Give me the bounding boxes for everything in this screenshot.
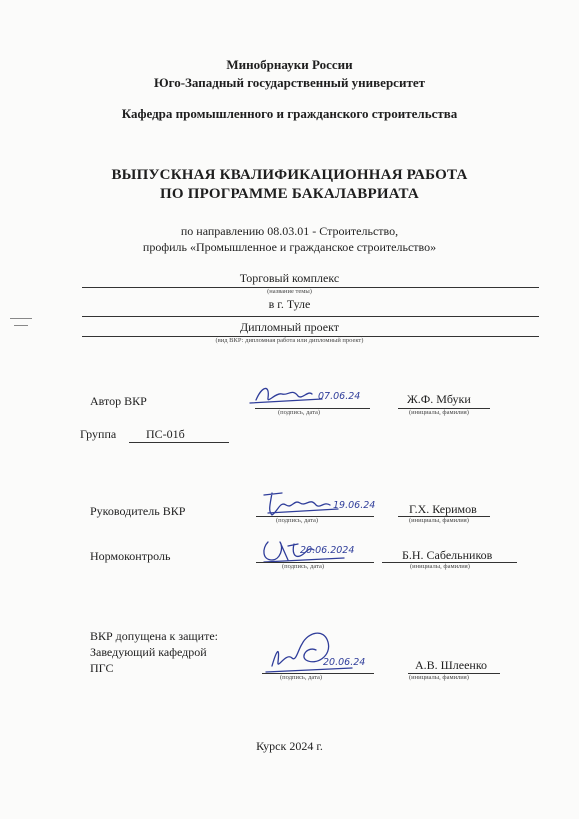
normcontrol-label: Нормоконтроль (90, 549, 171, 563)
group-value: ПС-01б (146, 427, 185, 441)
admission-line3: ПГС (90, 661, 114, 675)
city-year: Курск 2024 г. (256, 739, 323, 753)
direction-line1: по направлению 08.03.01 - Строительство, (180, 224, 399, 238)
normcontrol-name: Б.Н. Сабельников (402, 548, 493, 562)
department-name: Кафедра промышленного и гражданского строительства (121, 106, 458, 121)
topic-value-line2: в г. Туле (268, 297, 311, 311)
head-signature-date: 20.06.24 (323, 657, 366, 668)
work-title-line2: ПО ПРОГРАММЕ БАКАЛАВРИАТА (160, 186, 419, 202)
head-name-caption: (инициалы, фамилия) (409, 674, 469, 681)
scan-mark (10, 318, 32, 319)
group-underline (129, 442, 229, 443)
author-signature-caption: (подпись, дата) (278, 409, 321, 416)
work-type-value: Дипломный проект (239, 320, 340, 334)
direction-line2: профиль «Промышленное и гражданское строительство» (142, 240, 437, 254)
work-type-caption: (вид ВКР: дипломная работа или дипломный проект) (215, 337, 364, 344)
work-title-line1: ВЫПУСКНАЯ КВАЛИФИКАЦИОННАЯ РАБОТА (111, 167, 468, 183)
supervisor-label: Руководитель ВКР (90, 504, 186, 518)
topic-value-line1: Торговый комплекс (239, 271, 340, 285)
supervisor-name-caption: (инициалы, фамилия) (409, 517, 469, 524)
admission-line1: ВКР допущена к защите: (90, 629, 218, 643)
normcontrol-signature-date: 20.06.2024 (300, 545, 355, 556)
group-label: Группа (80, 427, 117, 441)
author-label: Автор ВКР (90, 394, 147, 408)
normcontrol-name-caption: (инициалы, фамилия) (410, 563, 470, 570)
head-signature (262, 622, 372, 680)
author-signature-date: 07.06.24 (318, 391, 361, 402)
normcontrol-signature-caption: (подпись, дата) (282, 563, 325, 570)
author-name: Ж.Ф. Мбуки (407, 392, 471, 406)
ministry-name: Минобрнауки России (226, 57, 353, 72)
supervisor-signature-caption: (подпись, дата) (276, 517, 319, 524)
head-signature-caption: (подпись, дата) (280, 674, 323, 681)
scan-mark (14, 325, 28, 326)
university-name: Юго-Западный государственный университет (154, 75, 425, 90)
author-name-caption: (инициалы, фамилия) (409, 409, 469, 416)
topic-underline-2 (82, 316, 539, 317)
admission-line2: Заведующий кафедрой (90, 645, 207, 659)
topic-caption: (название темы) (267, 288, 312, 295)
supervisor-signature-date: 19.06.24 (333, 500, 376, 511)
head-name: А.В. Шлеенко (415, 658, 488, 672)
supervisor-name: Г.Х. Керимов (409, 502, 477, 516)
